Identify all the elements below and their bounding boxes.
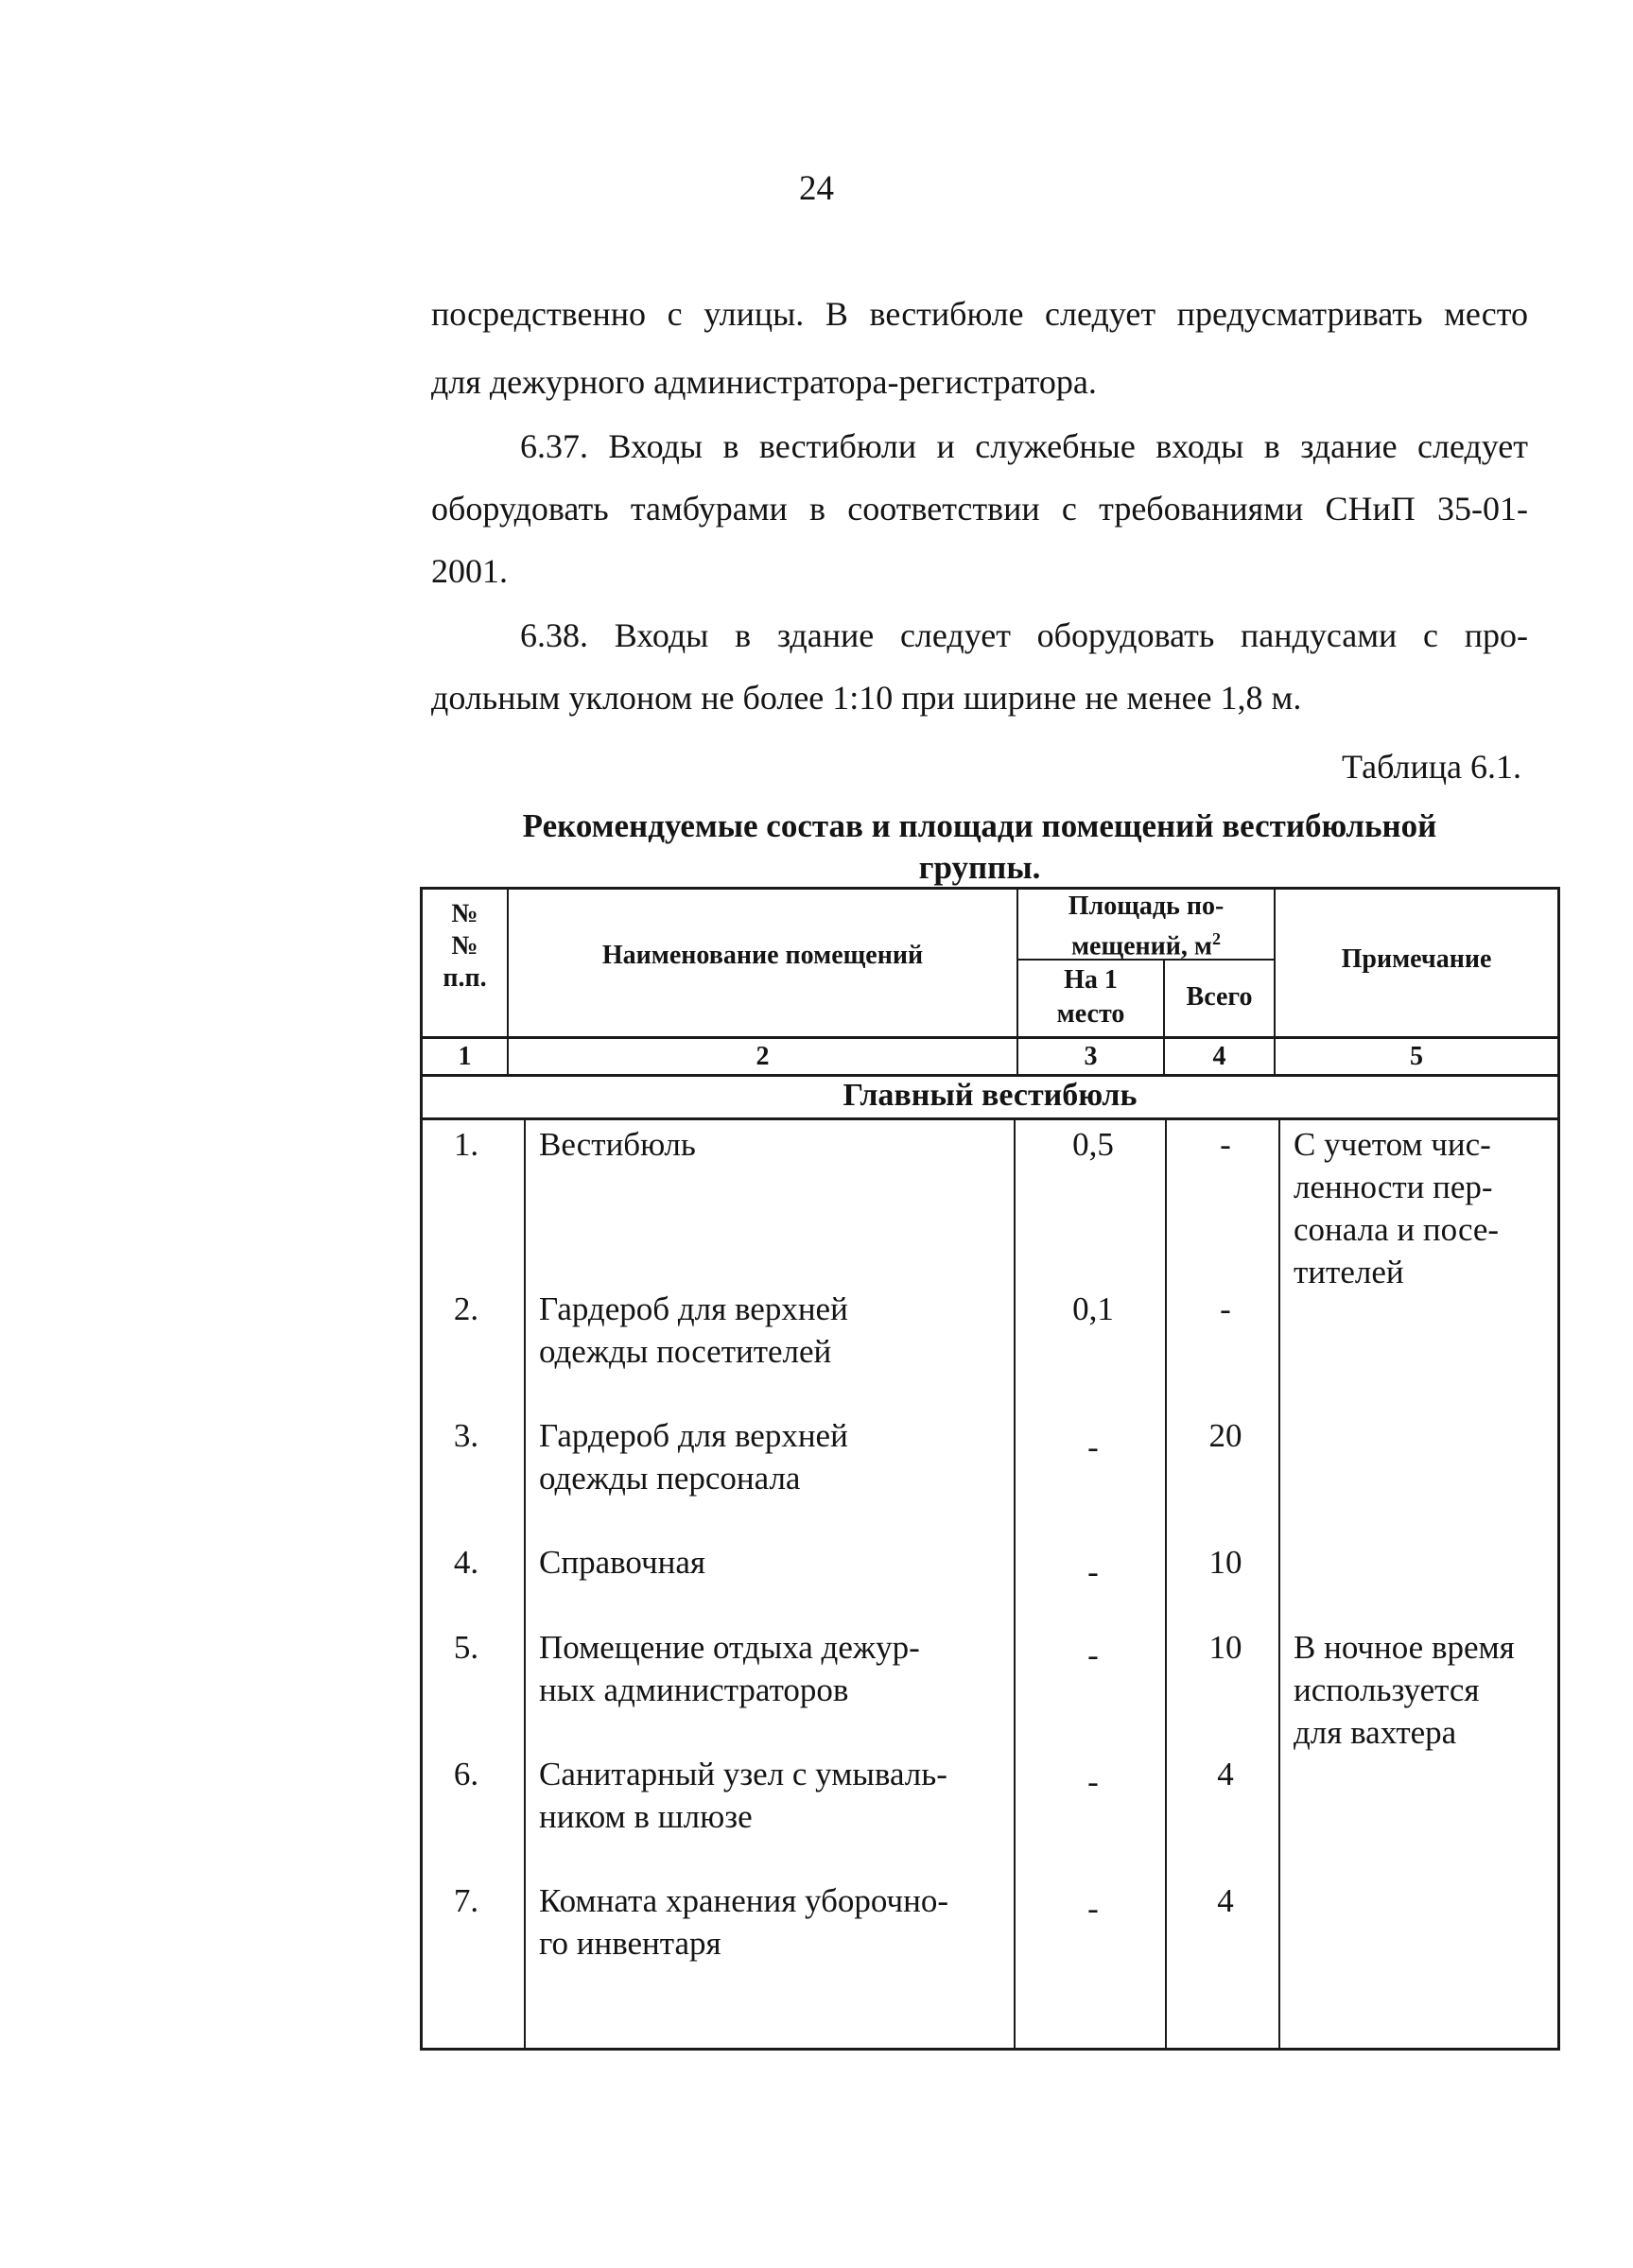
column-number-3: 3	[1084, 1042, 1098, 1071]
header-per-place-line-2: место	[1056, 999, 1125, 1029]
row-2-per-place: 0,1	[1072, 1290, 1114, 1327]
row-1-per-place: 0,5	[1072, 1126, 1114, 1163]
header-num-line-1: №	[451, 899, 478, 928]
note-1-line-3: сонала и посе-	[1294, 1211, 1500, 1248]
note-2-line-3: для вахтера	[1294, 1714, 1457, 1751]
header-area-line-1: Площадь по-	[1068, 892, 1225, 921]
row-5-name-line-1: Помещение отдыха дежур-	[539, 1629, 920, 1666]
table-caption-line-2: группы.	[918, 849, 1041, 886]
column-number-4: 4	[1212, 1042, 1226, 1071]
header-note: Примечание	[1341, 944, 1492, 974]
note-2-line-1: В ночное время	[1294, 1629, 1515, 1666]
row-3-per-place: -	[1087, 1428, 1099, 1465]
table-right-border	[1557, 887, 1560, 2051]
column-number-5: 5	[1410, 1042, 1423, 1071]
intro-line-2: для дежурного администратора-регистратора.	[431, 363, 1097, 401]
row-7-total: 4	[1217, 1882, 1234, 1919]
paragraph-6-37-line-3: 2001.	[431, 552, 508, 590]
note-1-line-4: тителей	[1294, 1254, 1404, 1290]
intro-line-1: посредственно с улицы. В вестибюле следует предусматривать место	[431, 295, 1528, 333]
row-6-per-place: -	[1087, 1763, 1099, 1800]
row-7-per-place: -	[1087, 1890, 1099, 1927]
row-5-per-place: -	[1087, 1636, 1099, 1673]
row-4-number: 4.	[453, 1544, 479, 1581]
row-5-total: 10	[1208, 1629, 1242, 1666]
row-1-total: -	[1220, 1126, 1231, 1163]
table-caption-line-1: Рекомендуемые состав и площади помещений вестибюльной	[522, 807, 1437, 844]
row-2-name-line-1: Гардероб для верхней	[539, 1290, 848, 1327]
row-1-number: 1.	[453, 1126, 479, 1163]
row-7-number: 7.	[453, 1882, 479, 1919]
paragraph-6-37-line-2: оборудовать тамбурами в соответствии с требованиями СНиП 35-01-	[431, 490, 1528, 528]
row-7-name-line-2: го инвентаря	[539, 1925, 721, 1962]
row-4-name: Справочная	[539, 1544, 705, 1581]
paragraph-6-38-line-1: 6.38. Входы в здание следует оборудовать пандусами с про-	[520, 616, 1528, 654]
row-5-number: 5.	[453, 1629, 479, 1666]
table-label: Таблица 6.1.	[1342, 748, 1521, 786]
header-room-name: Наименование помещений	[601, 941, 924, 970]
column-number-1: 1	[458, 1042, 472, 1071]
row-4-per-place: -	[1087, 1553, 1099, 1590]
table-bottom-border	[420, 2048, 1560, 2051]
header-num-line-3: п.п.	[443, 963, 487, 993]
header-area-line-2: мещений, $м^2$	[1070, 929, 1222, 961]
row-3-number: 3.	[453, 1417, 479, 1454]
paragraph-6-38-line-2: дольным уклоном не более 1:10 при ширине не менее 1,8 м.	[431, 679, 1302, 717]
row-6-name-line-1: Санитарный узел с умываль-	[539, 1756, 947, 1792]
row-2-number: 2.	[453, 1290, 479, 1327]
body-divider-2	[1014, 1119, 1016, 2050]
header-bottom-border	[420, 1036, 1560, 1039]
column-number-2: 2	[756, 1042, 770, 1071]
row-4-total: 10	[1208, 1544, 1242, 1581]
row-7-name-line-1: Комната хранения уборочно-	[539, 1882, 948, 1919]
table-top-border	[420, 887, 1560, 890]
row-1-name: Вестибюль	[539, 1126, 696, 1163]
column-numbers-bottom-border	[420, 1074, 1560, 1077]
row-2-total: -	[1220, 1290, 1231, 1327]
page-number: 24	[799, 169, 834, 208]
header-per-place-line-1: На 1	[1064, 965, 1118, 995]
row-2-name-line-2: одежды посетителей	[539, 1333, 832, 1370]
note-1-line-2: ленности пер-	[1294, 1169, 1493, 1205]
section-title: Главный вестибюль	[843, 1078, 1138, 1113]
row-5-name-line-2: ных администраторов	[539, 1671, 849, 1708]
note-1-line-1: С учетом чис-	[1294, 1126, 1491, 1163]
row-6-total: 4	[1217, 1756, 1234, 1792]
header-num-line-2: №	[451, 931, 478, 961]
row-6-name-line-2: ником в шлюзе	[539, 1798, 753, 1835]
row-3-total: 20	[1208, 1417, 1242, 1454]
body-divider-1	[524, 1119, 526, 2050]
header-total: Всего	[1186, 982, 1253, 1012]
note-2-line-2: используется	[1294, 1671, 1480, 1708]
row-6-number: 6.	[453, 1756, 479, 1792]
section-bottom-border	[420, 1117, 1560, 1120]
row-3-name-line-1: Гардероб для верхней	[539, 1417, 848, 1454]
row-3-name-line-2: одежды персонала	[539, 1460, 801, 1497]
paragraph-6-37-line-1: 6.37. Входы в вестибюли и служебные входы в здание следует	[520, 427, 1528, 465]
